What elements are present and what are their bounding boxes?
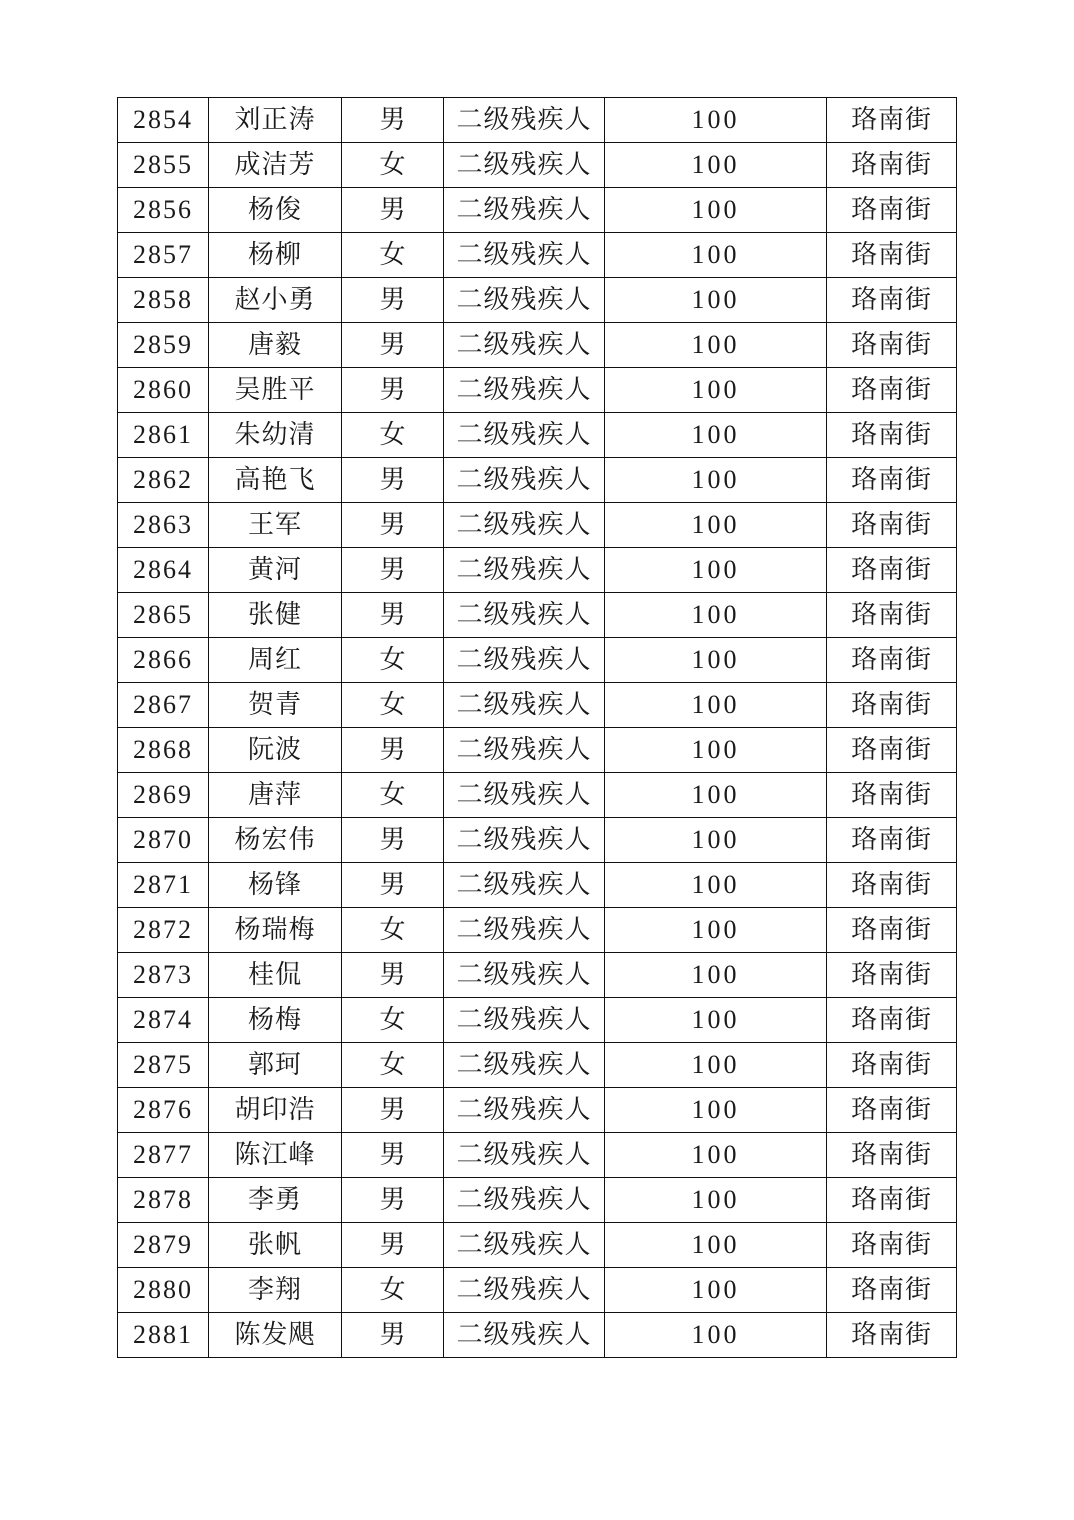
disability-level-cell: 二级残疾人 — [444, 1088, 605, 1133]
serial-number-cell: 2870 — [118, 818, 209, 863]
serial-number-cell: 2854 — [118, 98, 209, 143]
serial-number-cell: 2871 — [118, 863, 209, 908]
serial-number-cell: 2878 — [118, 1178, 209, 1223]
name-cell: 刘正涛 — [209, 98, 342, 143]
street-cell: 珞南街 — [827, 1313, 957, 1358]
name-cell: 李勇 — [209, 1178, 342, 1223]
gender-cell: 女 — [342, 1043, 444, 1088]
name-cell: 周红 — [209, 638, 342, 683]
disability-level-cell: 二级残疾人 — [444, 98, 605, 143]
table-row — [118, 1178, 957, 1223]
street-cell: 珞南街 — [827, 998, 957, 1043]
disability-level-cell: 二级残疾人 — [444, 503, 605, 548]
amount-cell: 100 — [605, 233, 827, 278]
table-row — [118, 1043, 957, 1088]
table-row — [118, 818, 957, 863]
table-row — [118, 1313, 957, 1358]
street-cell: 珞南街 — [827, 233, 957, 278]
gender-cell: 女 — [342, 638, 444, 683]
street-cell: 珞南街 — [827, 818, 957, 863]
amount-cell: 100 — [605, 323, 827, 368]
table-row — [118, 1133, 957, 1178]
gender-cell: 女 — [342, 998, 444, 1043]
name-cell: 张健 — [209, 593, 342, 638]
table-row — [118, 413, 957, 458]
gender-cell: 男 — [342, 548, 444, 593]
table-row — [118, 683, 957, 728]
disability-level-cell: 二级残疾人 — [444, 818, 605, 863]
gender-cell: 男 — [342, 593, 444, 638]
serial-number-cell: 2881 — [118, 1313, 209, 1358]
name-cell: 成洁芳 — [209, 143, 342, 188]
name-cell: 桂侃 — [209, 953, 342, 998]
table-row — [118, 998, 957, 1043]
serial-number-cell: 2861 — [118, 413, 209, 458]
amount-cell: 100 — [605, 863, 827, 908]
serial-number-cell: 2873 — [118, 953, 209, 998]
amount-cell: 100 — [605, 413, 827, 458]
table-row — [118, 548, 957, 593]
amount-cell: 100 — [605, 548, 827, 593]
gender-cell: 男 — [342, 1313, 444, 1358]
name-cell: 张帆 — [209, 1223, 342, 1268]
street-cell: 珞南街 — [827, 593, 957, 638]
amount-cell: 100 — [605, 908, 827, 953]
name-cell: 唐毅 — [209, 323, 342, 368]
name-cell: 唐萍 — [209, 773, 342, 818]
gender-cell: 男 — [342, 863, 444, 908]
table-row — [118, 278, 957, 323]
disability-level-cell: 二级残疾人 — [444, 188, 605, 233]
table-row — [118, 638, 957, 683]
disability-level-cell: 二级残疾人 — [444, 728, 605, 773]
amount-cell: 100 — [605, 368, 827, 413]
name-cell: 吴胜平 — [209, 368, 342, 413]
gender-cell: 男 — [342, 1088, 444, 1133]
gender-cell: 女 — [342, 143, 444, 188]
name-cell: 阮波 — [209, 728, 342, 773]
table-row — [118, 323, 957, 368]
serial-number-cell: 2874 — [118, 998, 209, 1043]
amount-cell: 100 — [605, 683, 827, 728]
table-row — [118, 953, 957, 998]
disability-level-cell: 二级残疾人 — [444, 1043, 605, 1088]
amount-cell: 100 — [605, 1133, 827, 1178]
table-row — [118, 593, 957, 638]
street-cell: 珞南街 — [827, 908, 957, 953]
street-cell: 珞南街 — [827, 683, 957, 728]
serial-number-cell: 2865 — [118, 593, 209, 638]
serial-number-cell: 2855 — [118, 143, 209, 188]
table-row — [118, 233, 957, 278]
roster-table — [117, 97, 957, 1358]
serial-number-cell: 2864 — [118, 548, 209, 593]
gender-cell: 女 — [342, 413, 444, 458]
disability-level-cell: 二级残疾人 — [444, 1133, 605, 1178]
street-cell: 珞南街 — [827, 278, 957, 323]
disability-level-cell: 二级残疾人 — [444, 323, 605, 368]
amount-cell: 100 — [605, 98, 827, 143]
street-cell: 珞南街 — [827, 1088, 957, 1133]
street-cell: 珞南街 — [827, 368, 957, 413]
amount-cell: 100 — [605, 1178, 827, 1223]
name-cell: 黄河 — [209, 548, 342, 593]
street-cell: 珞南街 — [827, 1178, 957, 1223]
table-row — [118, 143, 957, 188]
amount-cell: 100 — [605, 188, 827, 233]
serial-number-cell: 2868 — [118, 728, 209, 773]
street-cell: 珞南街 — [827, 728, 957, 773]
gender-cell: 女 — [342, 233, 444, 278]
serial-number-cell: 2880 — [118, 1268, 209, 1313]
disability-level-cell: 二级残疾人 — [444, 413, 605, 458]
disability-level-cell: 二级残疾人 — [444, 1223, 605, 1268]
disability-level-cell: 二级残疾人 — [444, 773, 605, 818]
gender-cell: 男 — [342, 953, 444, 998]
street-cell: 珞南街 — [827, 863, 957, 908]
gender-cell: 男 — [342, 728, 444, 773]
disability-level-cell: 二级残疾人 — [444, 458, 605, 503]
amount-cell: 100 — [605, 1268, 827, 1313]
street-cell: 珞南街 — [827, 953, 957, 998]
serial-number-cell: 2859 — [118, 323, 209, 368]
gender-cell: 男 — [342, 1133, 444, 1178]
name-cell: 杨宏伟 — [209, 818, 342, 863]
gender-cell: 男 — [342, 188, 444, 233]
amount-cell: 100 — [605, 1043, 827, 1088]
name-cell: 高艳飞 — [209, 458, 342, 503]
amount-cell: 100 — [605, 143, 827, 188]
disability-level-cell: 二级残疾人 — [444, 593, 605, 638]
name-cell: 胡印浩 — [209, 1088, 342, 1133]
street-cell: 珞南街 — [827, 548, 957, 593]
serial-number-cell: 2867 — [118, 683, 209, 728]
street-cell: 珞南街 — [827, 323, 957, 368]
table-row — [118, 1268, 957, 1313]
table-row — [118, 503, 957, 548]
gender-cell: 男 — [342, 323, 444, 368]
table-row — [118, 188, 957, 233]
street-cell: 珞南街 — [827, 773, 957, 818]
gender-cell: 男 — [342, 368, 444, 413]
table-row — [118, 458, 957, 503]
serial-number-cell: 2862 — [118, 458, 209, 503]
disability-level-cell: 二级残疾人 — [444, 1178, 605, 1223]
amount-cell: 100 — [605, 998, 827, 1043]
amount-cell: 100 — [605, 638, 827, 683]
serial-number-cell: 2860 — [118, 368, 209, 413]
amount-cell: 100 — [605, 458, 827, 503]
disability-level-cell: 二级残疾人 — [444, 1268, 605, 1313]
gender-cell: 女 — [342, 1268, 444, 1313]
serial-number-cell: 2877 — [118, 1133, 209, 1178]
serial-number-cell: 2866 — [118, 638, 209, 683]
name-cell: 陈发飓 — [209, 1313, 342, 1358]
name-cell: 陈江峰 — [209, 1133, 342, 1178]
street-cell: 珞南街 — [827, 1043, 957, 1088]
table-row — [118, 908, 957, 953]
street-cell: 珞南街 — [827, 98, 957, 143]
serial-number-cell: 2857 — [118, 233, 209, 278]
amount-cell: 100 — [605, 593, 827, 638]
serial-number-cell: 2858 — [118, 278, 209, 323]
table-row — [118, 728, 957, 773]
disability-level-cell: 二级残疾人 — [444, 233, 605, 278]
gender-cell: 女 — [342, 683, 444, 728]
name-cell: 杨锋 — [209, 863, 342, 908]
table-row — [118, 1223, 957, 1268]
gender-cell: 男 — [342, 278, 444, 323]
gender-cell: 男 — [342, 98, 444, 143]
name-cell: 郭珂 — [209, 1043, 342, 1088]
amount-cell: 100 — [605, 1313, 827, 1358]
disability-level-cell: 二级残疾人 — [444, 143, 605, 188]
amount-cell: 100 — [605, 728, 827, 773]
gender-cell: 女 — [342, 773, 444, 818]
disability-level-cell: 二级残疾人 — [444, 953, 605, 998]
street-cell: 珞南街 — [827, 1268, 957, 1313]
gender-cell: 女 — [342, 908, 444, 953]
serial-number-cell: 2863 — [118, 503, 209, 548]
name-cell: 王军 — [209, 503, 342, 548]
street-cell: 珞南街 — [827, 1133, 957, 1178]
disability-level-cell: 二级残疾人 — [444, 998, 605, 1043]
disability-level-cell: 二级残疾人 — [444, 368, 605, 413]
amount-cell: 100 — [605, 953, 827, 998]
serial-number-cell: 2869 — [118, 773, 209, 818]
amount-cell: 100 — [605, 773, 827, 818]
name-cell: 朱幼清 — [209, 413, 342, 458]
table-row — [118, 863, 957, 908]
name-cell: 赵小勇 — [209, 278, 342, 323]
disability-level-cell: 二级残疾人 — [444, 908, 605, 953]
amount-cell: 100 — [605, 503, 827, 548]
street-cell: 珞南街 — [827, 413, 957, 458]
disability-level-cell: 二级残疾人 — [444, 638, 605, 683]
street-cell: 珞南街 — [827, 503, 957, 548]
serial-number-cell: 2879 — [118, 1223, 209, 1268]
table-row — [118, 368, 957, 413]
disability-level-cell: 二级残疾人 — [444, 548, 605, 593]
gender-cell: 男 — [342, 1223, 444, 1268]
name-cell: 杨柳 — [209, 233, 342, 278]
street-cell: 珞南街 — [827, 188, 957, 233]
disability-level-cell: 二级残疾人 — [444, 1313, 605, 1358]
name-cell: 贺青 — [209, 683, 342, 728]
table-row — [118, 98, 957, 143]
street-cell: 珞南街 — [827, 1223, 957, 1268]
serial-number-cell: 2856 — [118, 188, 209, 233]
gender-cell: 男 — [342, 818, 444, 863]
serial-number-cell: 2872 — [118, 908, 209, 953]
gender-cell: 男 — [342, 458, 444, 503]
gender-cell: 男 — [342, 503, 444, 548]
amount-cell: 100 — [605, 1088, 827, 1133]
street-cell: 珞南街 — [827, 143, 957, 188]
amount-cell: 100 — [605, 1223, 827, 1268]
name-cell: 李翔 — [209, 1268, 342, 1313]
name-cell: 杨瑞梅 — [209, 908, 342, 953]
table-row — [118, 773, 957, 818]
amount-cell: 100 — [605, 818, 827, 863]
street-cell: 珞南街 — [827, 638, 957, 683]
name-cell: 杨梅 — [209, 998, 342, 1043]
table-row — [118, 1088, 957, 1133]
amount-cell: 100 — [605, 278, 827, 323]
name-cell: 杨俊 — [209, 188, 342, 233]
roster-body — [118, 98, 957, 1358]
serial-number-cell: 2875 — [118, 1043, 209, 1088]
disability-level-cell: 二级残疾人 — [444, 278, 605, 323]
serial-number-cell: 2876 — [118, 1088, 209, 1133]
street-cell: 珞南街 — [827, 458, 957, 503]
disability-level-cell: 二级残疾人 — [444, 863, 605, 908]
disability-level-cell: 二级残疾人 — [444, 683, 605, 728]
gender-cell: 男 — [342, 1178, 444, 1223]
